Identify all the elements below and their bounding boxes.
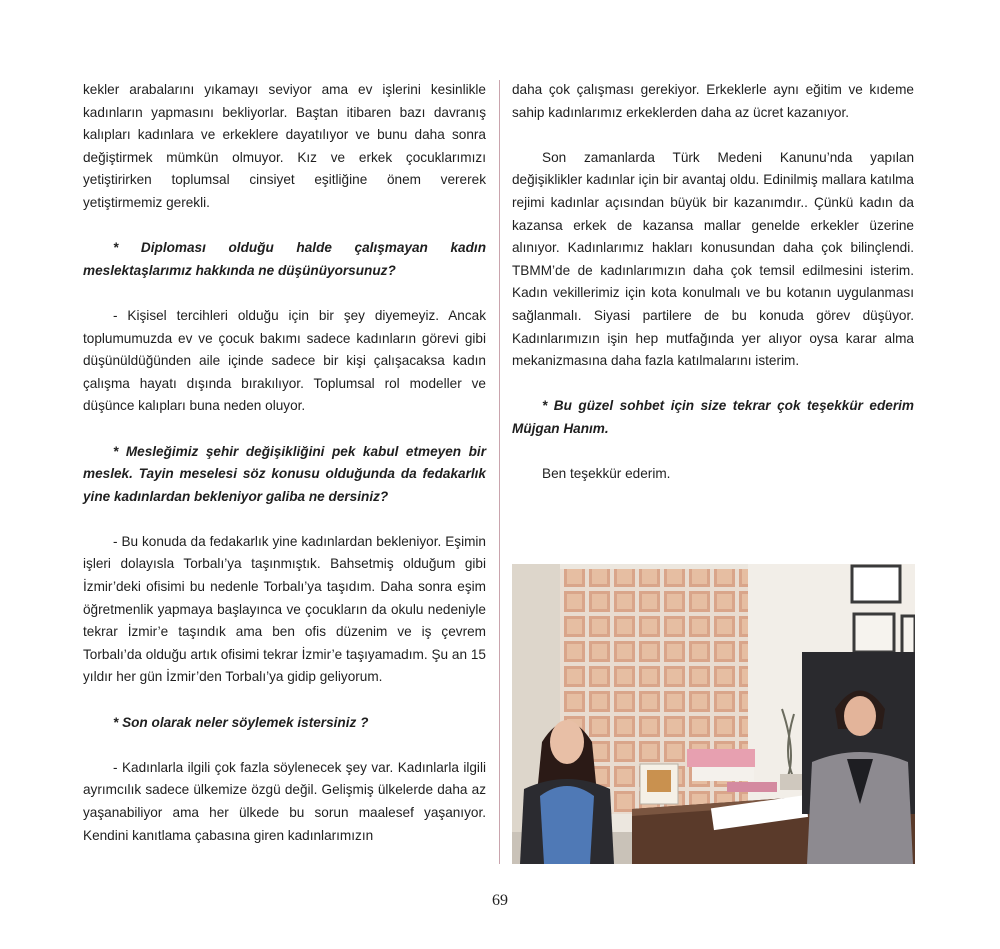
interview-answer: - Kişisel tercihleri olduğu için bir şey diyemeyiz. Ancak toplumumuzda ev ve çocuk bakımı sadece kadınların görevi gibi düşünüldüğünden aile içinde sadece bir kişi çalışacaksa kadın çalışma hayatı dışında bırakılıyor. Toplumsal rol modeller ve düşünce kalıpları buna neden oluyor. [83, 307, 486, 414]
column-divider [499, 80, 500, 864]
interview-question: * Mesleğimiz şehir değişikliğini pek kabul etmeyen bir meslek. Tayin meselesi söz konusu olduğunda da fedakarlık yine kadınlardan bekleniyor galiba ne dersiniz? [83, 443, 486, 504]
interview-answer: Ben teşekkür ederim. [542, 466, 671, 482]
interview-question: * Diploması olduğu halde çalışmayan kadın meslektaşlarımız hakkında ne düşünüyorsunuz? [83, 240, 486, 278]
page-number: 69 [492, 892, 508, 909]
interview-question: * Bu güzel sohbet için size tekrar çok teşekkür ederim Müjgan Hanım. [512, 398, 914, 436]
paragraph: Son zamanlarda Türk Medeni Kanunu’nda yapılan değişiklikler kadınlar için bir avantaj oldu. Edinilmiş mallara katılma rejimi kadınlar açısından büyük bir kazanımdır.. Çünkü kadın da kazansa erkek de kazansa mallar genelde erkekler üzerine alınıyor. Kadınlarımız hakları konusundan daha çok bilinçlendi. TBMM’de de kadınlarımızın daha çok temsil edilmesini isterim. Kadın vekillerimiz için kota konulmalı ve bu kotanın uygulanması sağlanmalı. Siyasi partilere de bu konuda görev düşüyor. Kadınlarımızın işin hep mutfağında yer alıyor oysa karar alma mekanizmasına daha fazla katılmalarını isterim. [512, 149, 914, 369]
interview-question: * Son olarak neler söylemek istersiniz ? [113, 714, 369, 730]
left-text-column [83, 79, 486, 870]
right-text-column [512, 79, 914, 508]
interview-answer: - Kadınlarla ilgili çok fazla söylenecek şey var. Kadınlarla ilgili ayrımcılık sadece ülkemize özgü değil. Gelişmiş ülkelerde daha az yaşanabiliyor ama her ülkede bu sorun maalesef yaşanıyor. Kendini kanıtlama çabasına giren kadınlarımızın [83, 759, 486, 843]
interview-answer: - Bu konuda da fedakarlık yine kadınlardan bekleniyor. Eşimin işleri dolayısla Torbalı’ya taşınmıştık. Bahsetmiş olduğum gibi İzmir’deki ofisimi bu nedenle Torbalı’ya taşıdım. Daha sonra eşim öğretmenlik yapmaya başlayınca ve çocukların da okulu nedeniyle tekrar İzmir’e taşındık ama ben ofis düzenim ve iş çevrem Torbalı’da olduğu artık ofisimi tekrar İzmir’e taşıyamadım. Şu an 15 yıldır her gün İzmir’den Torbalı’ya gidip geliyorum. [83, 533, 486, 685]
paragraph: kekler arabalarını yıkamayı seviyor ama ev işlerini kesinlikle kadınların yapmasını bekliyorlar. Baştan itibaren bazı davranış kalıpları kadınlara ve erkeklere dayatılıyor ve bunu daha sonra değiştirmek mümkün olmuyor. Kız ve erkek çocuklarımızı yetiştirirken toplumsal cinsiyet eşitliğine önem vererek yetiştirmemiz gerekli. [83, 82, 486, 210]
paragraph: daha çok çalışması gerekiyor. Erkeklerle aynı eğitim ve kıdeme sahip kadınlarımız erkeklerden daha az ücret kazanıyor. [512, 82, 914, 120]
interview-photo [512, 564, 915, 864]
